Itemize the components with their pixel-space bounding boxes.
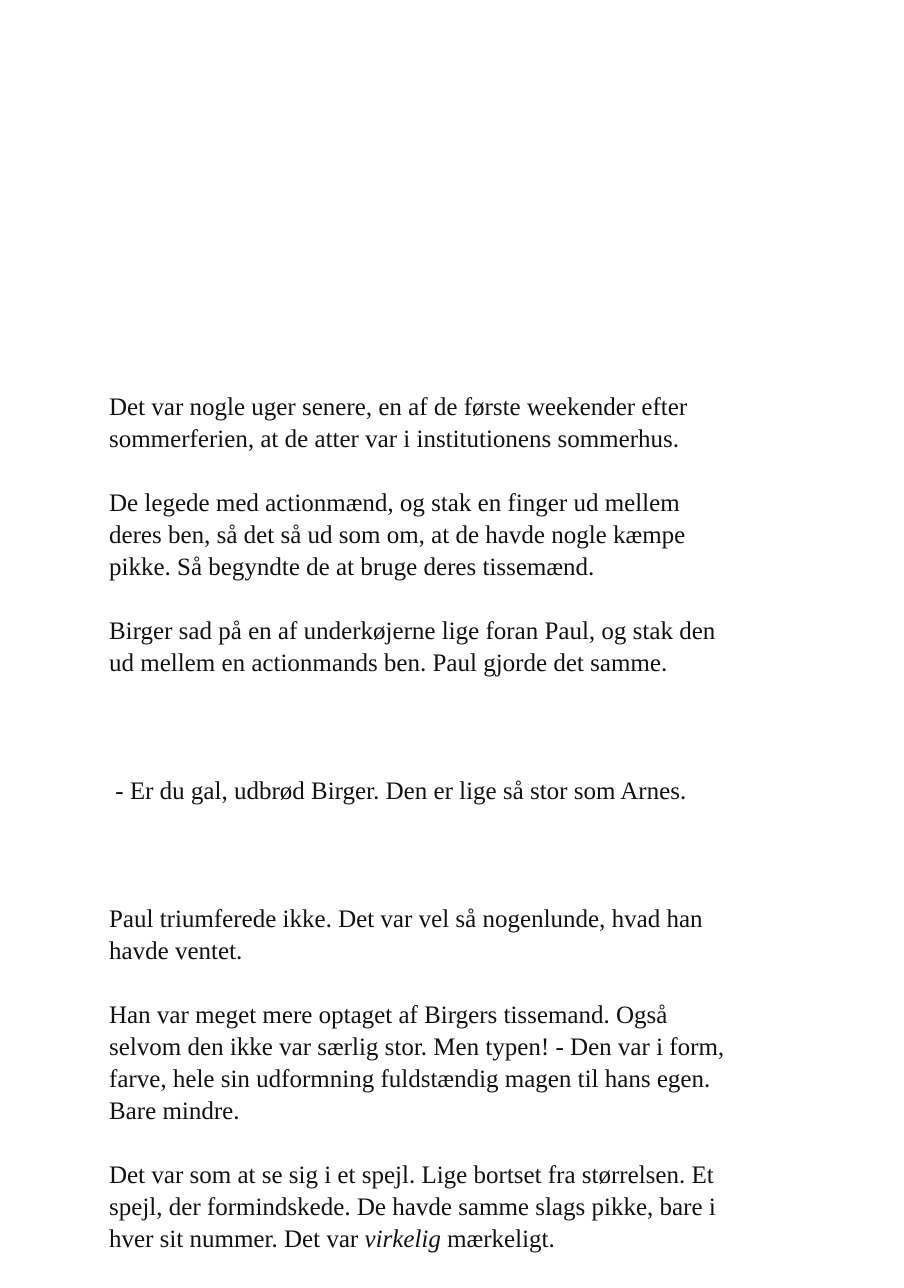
story-text xyxy=(109,392,809,1288)
paragraph-1 xyxy=(109,392,809,456)
text-line: Det var som at se sig i et spejl. Lige bortset fra størrelsen. Et xyxy=(109,1162,714,1189)
paragraph-2 xyxy=(109,488,809,584)
emphasis-text: virkelig xyxy=(364,1226,441,1253)
text-line: Paul triumferede ikke. Det var vel så nogenlunde, hvad han xyxy=(109,906,703,933)
text-line: selvom den ikke var særlig stor. Men typen! - Den var i form, xyxy=(109,1034,725,1061)
text-run: hver sit nummer. Det var xyxy=(109,1226,365,1253)
text-line: - Er du gal, udbrød Birger. Den er lige så stor som Arnes. xyxy=(109,778,687,805)
text-line: pikke. Så begyndte de at bruge deres tissemænd. xyxy=(109,554,595,581)
text-line: De legede med actionmænd, og stak en finger ud mellem xyxy=(109,490,680,517)
text-run: mærkeligt. xyxy=(440,1226,555,1253)
text-line: farve, hele sin udformning fuldstændig magen til hans egen. xyxy=(109,1066,711,1093)
text-line: Bare mindre. xyxy=(109,1098,240,1125)
paragraph-5 xyxy=(109,904,809,968)
paragraph-4-dialogue xyxy=(109,712,809,872)
text-line: spejl, der formindskede. De havde samme slags pikke, bare i xyxy=(109,1194,716,1221)
text-line: deres ben, så det så ud som om, at de havde nogle kæmpe xyxy=(109,522,686,549)
text-line: Det var nogle uger senere, en af de første weekender efter xyxy=(109,394,688,421)
paragraph-7 xyxy=(109,1160,809,1256)
text-line: sommerferien, at de atter var i institutionens sommerhus. xyxy=(109,426,679,453)
paragraph-6 xyxy=(109,1000,809,1128)
text-line-last xyxy=(109,1224,809,1256)
text-line: havde ventet. xyxy=(109,938,243,965)
text-line: Han var meget mere optaget af Birgers tissemand. Også xyxy=(109,1002,668,1029)
text-line: ud mellem en actionmands ben. Paul gjorde det samme. xyxy=(109,650,668,677)
paragraph-3 xyxy=(109,616,809,680)
text-line: Birger sad på en af underkøjerne lige foran Paul, og stak den xyxy=(109,618,716,645)
